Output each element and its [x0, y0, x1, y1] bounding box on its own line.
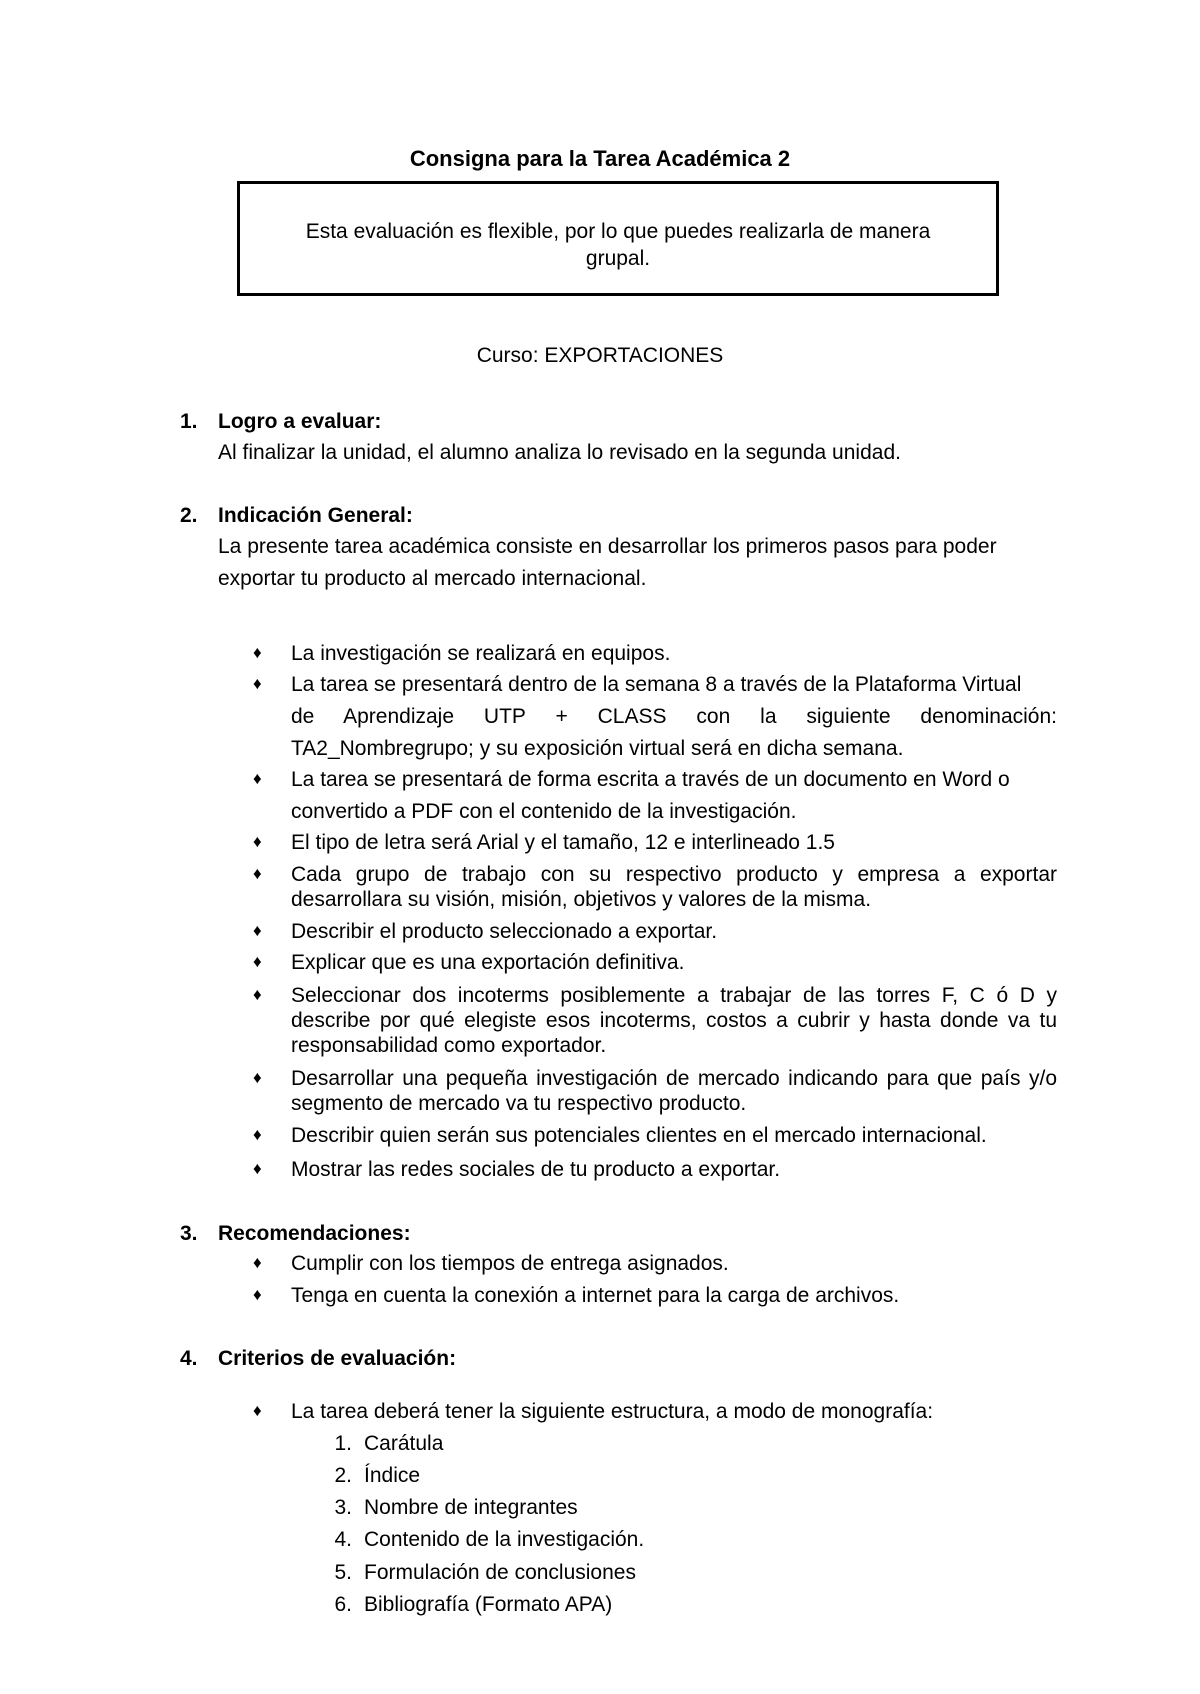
bullet-icon: ♦: [253, 769, 262, 788]
section-number: 1.: [180, 410, 198, 433]
document-title: Consigna para la Tarea Académica 2: [409, 146, 791, 171]
list-item: Explicar que es una exportación definitiva.: [291, 951, 685, 974]
list-item: El tipo de letra será Arial y el tamaño, 12 e interlineado 1.5: [291, 831, 835, 854]
section-heading: Criterios de evaluación:: [218, 1347, 457, 1370]
bullet-icon: ♦: [253, 832, 262, 851]
structure-item: Carátula: [364, 1432, 444, 1455]
structure-number: 5.: [334, 1561, 352, 1584]
list-item-line: segmento de mercado va tu respectivo producto.: [291, 1092, 747, 1115]
section-number: 3.: [180, 1222, 198, 1245]
bullet-icon: ♦: [253, 952, 262, 971]
bullet-icon: ♦: [253, 1285, 262, 1304]
section-heading: Indicación General:: [218, 504, 413, 527]
section-text-line: La presente tarea académica consiste en desarrollar los primeros pasos para poder: [218, 535, 997, 558]
structure-number: 2.: [334, 1464, 352, 1487]
structure-item: Bibliografía (Formato APA): [364, 1593, 613, 1616]
section-number: 2.: [180, 504, 198, 527]
structure-number: 6.: [334, 1593, 352, 1616]
bullet-icon: ♦: [253, 1125, 262, 1144]
bullet-icon: ♦: [253, 643, 262, 662]
list-item: Describir quien serán sus potenciales clientes en el mercado internacional.: [291, 1124, 987, 1147]
list-item-line: responsabilidad como exportador.: [291, 1034, 607, 1057]
list-item: Describir el producto seleccionado a exportar.: [291, 920, 718, 943]
structure-item: Índice: [364, 1464, 421, 1487]
list-item: Tenga en cuenta la conexión a internet para la carga de archivos.: [291, 1284, 900, 1307]
structure-number: 4.: [334, 1528, 352, 1551]
bullet-icon: ♦: [253, 1401, 262, 1420]
list-item: La tarea se presentará dentro de la semana 8 a través de la Plataforma Virtual: [291, 673, 1022, 696]
list-item: Cada grupo de trabajo con su respectivo producto y empresa a exportar: [291, 863, 1057, 886]
section-text-line: exportar tu producto al mercado internacional.: [218, 567, 647, 590]
list-item: Cumplir con los tiempos de entrega asignados.: [291, 1252, 729, 1275]
structure-item: Contenido de la investigación.: [364, 1528, 645, 1551]
list-item-line: describe por qué elegiste esos incoterms, costos a cubrir y hasta donde va tu: [291, 1009, 1057, 1032]
section-text: Al finalizar la unidad, el alumno analiza lo revisado en la segunda unidad.: [218, 441, 901, 464]
course-name: Curso: EXPORTACIONES: [476, 344, 724, 367]
list-item: La tarea se presentará de forma escrita a través de un documento en Word o: [291, 768, 1010, 791]
bullet-icon: ♦: [253, 1068, 262, 1087]
list-item: La investigación se realizará en equipos.: [291, 642, 671, 665]
bullet-icon: ♦: [253, 1159, 262, 1178]
notice-box: [237, 181, 999, 296]
list-item: Desarrollar una pequeña investigación de mercado indicando para que país y/o: [291, 1067, 1057, 1090]
bullet-icon: ♦: [253, 921, 262, 940]
notice-text: Esta evaluación es flexible, por lo que puedes realizarla de manera grupal.: [305, 220, 931, 270]
list-item-line: de Aprendizaje UTP + CLASS con la siguiente denominación:: [291, 705, 1057, 728]
list-item: La tarea deberá tener la siguiente estructura, a modo de monografía:: [291, 1400, 934, 1423]
bullet-icon: ♦: [253, 985, 262, 1004]
structure-number: 1.: [334, 1432, 352, 1455]
section-heading: Logro a evaluar:: [218, 410, 382, 433]
bullet-icon: ♦: [253, 864, 262, 883]
section-number: 4.: [180, 1347, 198, 1370]
list-item-line: convertido a PDF con el contenido de la investigación.: [291, 800, 797, 823]
structure-item: Formulación de conclusiones: [364, 1561, 636, 1584]
structure-item: Nombre de integrantes: [364, 1496, 578, 1519]
list-item: Mostrar las redes sociales de tu producto a exportar.: [291, 1158, 781, 1181]
structure-number: 3.: [334, 1496, 352, 1519]
bullet-icon: ♦: [253, 1253, 262, 1272]
bullet-icon: ♦: [253, 674, 262, 693]
list-item-line: desarrollara su visión, misión, objetivos y valores de la misma.: [291, 888, 872, 911]
section-heading: Recomendaciones:: [218, 1222, 411, 1245]
list-item: Seleccionar dos incoterms posiblemente a trabajar de las torres F, C ó D y: [291, 984, 1057, 1007]
list-item-line: TA2_Nombregrupo; y su exposición virtual será en dicha semana.: [291, 737, 904, 760]
